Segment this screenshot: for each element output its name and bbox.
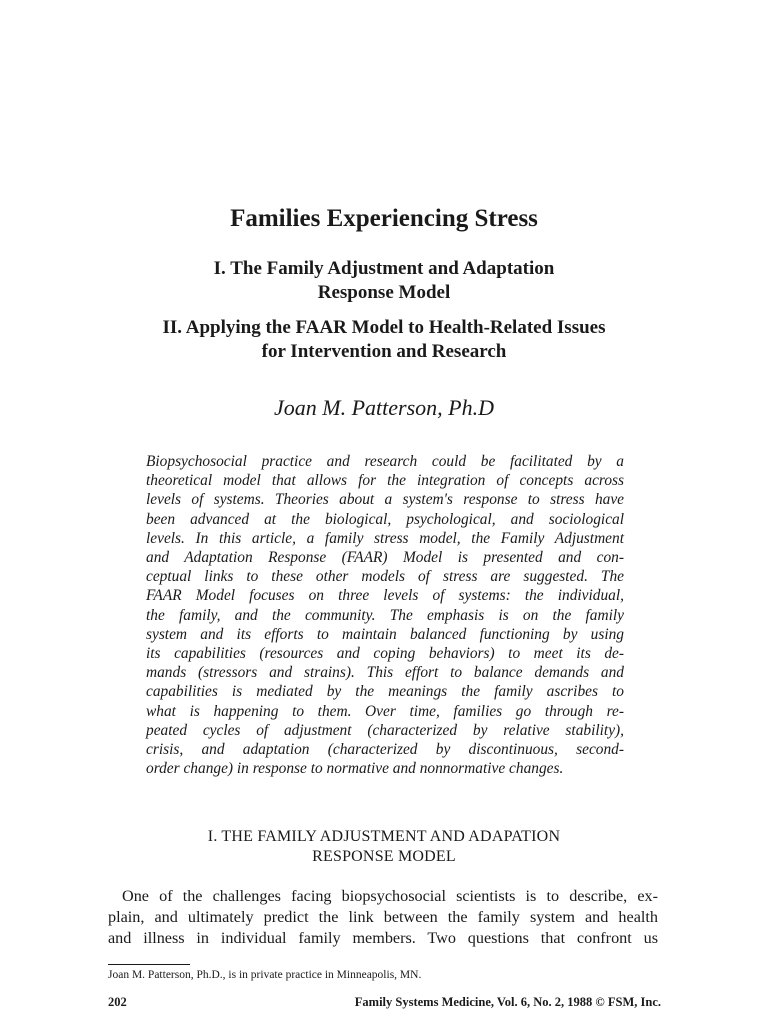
abstract-line: peated cycles of adjustment (characterized by relative stability), [146,721,624,739]
abstract-line: order change) in response to normative and nonnormative changes. [146,760,564,778]
section-heading-line-2: RESPONSE MODEL [312,848,456,865]
abstract-line: crisis, and adaptation (characterized by discontinuous, second- [146,741,624,759]
abstract-line: levels. In this article, a family stress model, the Family Adjustment [146,529,624,547]
subtitle-part-one-line-1: I. The Family Adjustment and Adaptation [213,258,555,279]
abstract-line: system and its efforts to maintain balanced functioning by using [146,625,624,643]
abstract-line: mands (stressors and strains). This effort to balance demands and [146,664,624,682]
abstract-line: the family, and the community. The emphasis is on the family [146,606,624,624]
footnote-rule [108,964,190,965]
page-number: 202 [108,995,127,1009]
body-line: One of the challenges facing biopsychosocial scientists is to describe, ex- [122,887,658,905]
abstract-line: FAAR Model focuses on three levels of systems: the individual, [146,587,624,605]
subtitle-part-one-line-2: Response Model [317,282,451,303]
body-paragraph [108,886,658,949]
abstract-line: been advanced at the biological, psychological, and sociological [146,510,624,528]
subtitle-part-two [0,316,768,364]
abstract-line: levels of systems. Theories about a system's response to stress have [146,491,624,509]
abstract-line: theoretical model that allows for the integration of concepts across [146,472,624,490]
abstract-line: Biopsychosocial practice and research could be facilitated by a [146,453,624,470]
subtitle-part-two-line-2: for Intervention and Research [261,341,507,362]
section-heading [0,827,768,867]
abstract-line: and Adaptation Response (FAAR) Model is presented and con- [146,549,624,567]
journal-citation: Family Systems Medicine, Vol. 6, No. 2, 1988 © FSM, Inc. [354,995,661,1009]
abstract-line: capabilities is mediated by the meanings the family ascribes to [146,683,624,701]
subtitle-part-one [0,257,768,305]
abstract-line: its capabilities (resources and coping behaviors) to meet its de- [146,645,624,663]
body-line: and illness in individual family members. Two questions that confront us [108,929,658,947]
section-heading-line-1: I. THE FAMILY ADJUSTMENT AND ADAPATION [207,828,561,845]
abstract-line: ceptual links to these other models of stress are suggested. The [146,568,624,586]
article-title: Families Experiencing Stress [230,205,538,232]
author-name: Joan M. Patterson, Ph.D [274,395,494,420]
abstract-line: what is happening to them. Over time, families go through re- [146,702,624,720]
subtitle-part-two-line-1: II. Applying the FAAR Model to Health-Related Issues [162,317,606,338]
body-line: plain, and ultimately predict the link between the family system and health [108,908,658,926]
abstract [146,452,624,778]
author-footnote: Joan M. Patterson, Ph.D., is in private practice in Minneapolis, MN. [108,969,422,981]
